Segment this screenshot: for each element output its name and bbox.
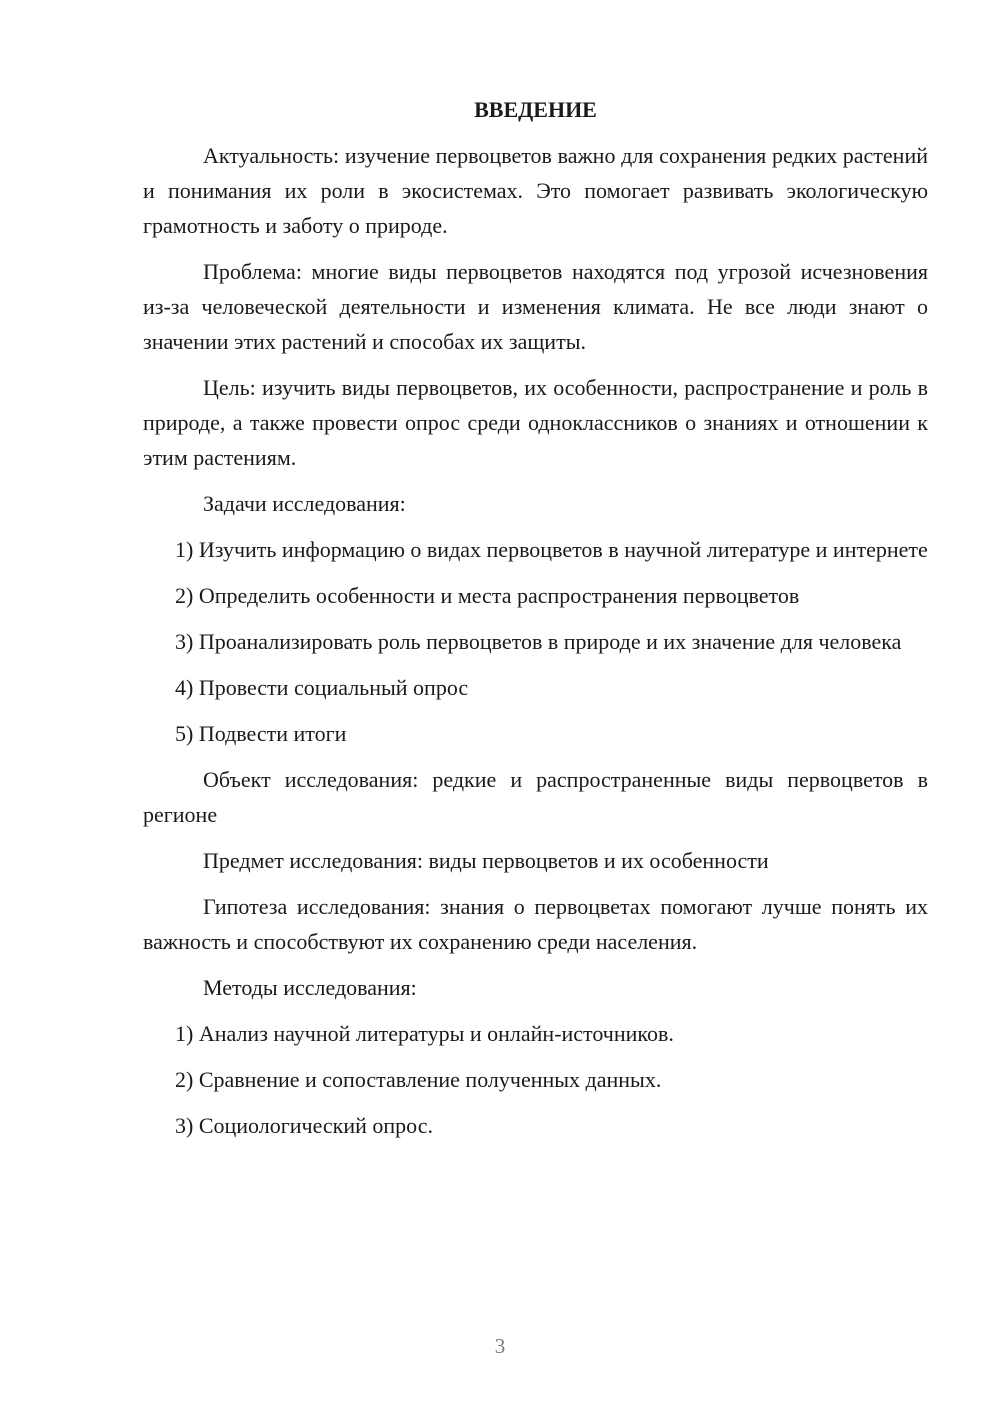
tasks-heading: Задачи исследования: bbox=[203, 491, 406, 516]
task-item: 3) Проанализировать роль первоцветов в природе и их значение для человека bbox=[175, 629, 902, 654]
problem-paragraph: Проблема: многие виды первоцветов находятся под угрозой исчезновения из-за человеческой деятельности и изменения климата. Не все люди знают о значении этих растений и способах их защиты. bbox=[143, 259, 928, 354]
task-item: 4) Провести социальный опрос bbox=[175, 675, 469, 700]
hypothesis-paragraph: Гипотеза исследования: знания о первоцветах помогают лучше понять их важность и способствуют их сохранению среди населения. bbox=[143, 894, 928, 954]
section-title: ВВЕДЕНИЕ bbox=[474, 97, 597, 122]
task-item: 2) Определить особенности и места распространения первоцветов bbox=[175, 583, 800, 608]
object-paragraph: Объект исследования: редкие и распространенные виды первоцветов в регионе bbox=[143, 767, 928, 827]
method-item: 2) Сравнение и сопоставление полученных данных. bbox=[175, 1067, 662, 1092]
page-number: 3 bbox=[494, 1334, 506, 1358]
relevance-paragraph: Актуальность: изучение первоцветов важно для сохранения редких растений и понимания их роли в экосистемах. Это помогает развивать экологическую грамотность и заботу о природе. bbox=[143, 143, 928, 238]
page-content bbox=[143, 92, 928, 1154]
method-item: 1) Анализ научной литературы и онлайн-источников. bbox=[175, 1021, 674, 1046]
method-item: 3) Социологический опрос. bbox=[175, 1113, 433, 1138]
task-item: 1) Изучить информацию о видах первоцветов в научной литературе и интернете bbox=[175, 537, 928, 562]
subject-paragraph: Предмет исследования: виды первоцветов и их особенности bbox=[203, 848, 769, 873]
goal-paragraph: Цель: изучить виды первоцветов, их особенности, распространение и роль в природе, а также провести опрос среди одноклассников о знаниях и отношении к этим растениям. bbox=[143, 375, 928, 470]
task-item: 5) Подвести итоги bbox=[175, 721, 347, 746]
methods-heading: Методы исследования: bbox=[203, 975, 417, 1000]
